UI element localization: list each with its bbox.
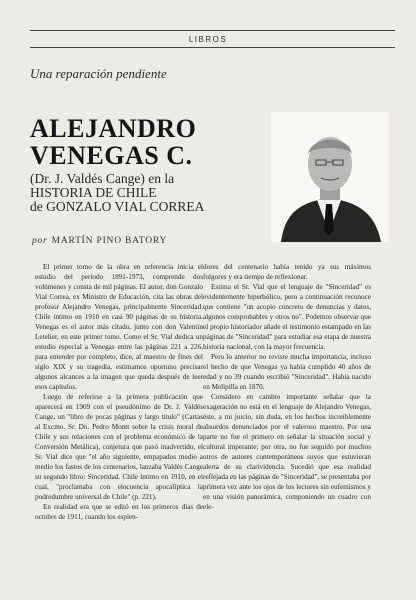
body-column-right	[203, 262, 371, 580]
header-rule	[30, 47, 395, 48]
top-rule	[30, 30, 395, 31]
section-label: LIBROS	[188, 35, 228, 44]
body-column-left	[35, 262, 203, 562]
article-title	[30, 115, 196, 169]
subtitle-line-1: (Dr. J. Valdés Cange) en la	[30, 171, 175, 186]
paragraph: Pero lo anterior no reviste mucha importancia, incluso el hecho de que Venegas ya había cumplido 40 años de edad y no 39 cuando escribió "Sinceridad". Había nacido en Melipilla en 1870.	[203, 353, 371, 391]
subtitle-line-2: HISTORIA DE CHILE	[30, 185, 157, 200]
paragraph: Luego de referirse a la primera publicación que aparecerá en 1909 con el pseudónimo de Dr. J. Valdés Cange, un "libro de pocas páginas y largo título" (Cartas al Excmo. Sr. Dn. Pedro Montt sobre la crisis moral de Chile y sus relaciones con el problema económico de la Conversión Metálica), conjetura que pasó inadvertido, el Sr. Vial dice que "el año siguiente, empapados medio a medio los fastos de los centenarios, lanzaba Valdés Cange su segundo libro: Sinceridad. Chile íntimo en 1910, en el cual, "proclamaba con elocuencia apocalíptica la podredumbre universal de Chile" (p. 221).	[35, 393, 203, 501]
byline	[32, 236, 167, 246]
article-subtitle	[30, 172, 204, 214]
paragraph: Estima el Sr. Vial que el lenguaje de "Sinceridad" es evidentemente hiperbólico, pero a continuación reconoce que contiene "un acopio concreto de denuncias y datos, algunos comprobables y otros no". Podemos observar que el propio historiador añade el testimonio estampado en las páginas de "Sinceridad" para estudiar esa etapa de nuestra historia nacional, con la mayor frecuencia.	[203, 283, 371, 351]
paragraph: Considero en cambio importante señalar que la exageración no está en el lenguaje de Alejandro Venegas, éste, a mi juicio, sin duda, en los hechos increíblemente absurdos denunciados por el valeroso maestro. Por una parte no fue el primero en señalar la situación social y cultural imperante; por otra, no fue seguido por muchos otros de autores contemporáneos suyos que estuvieran alerta de su clarividencia. Sucedió que esa realidad reflejada en las páginas de "Sinceridad", se presentaba por primera vez ante los ojos de los lectores sin eufemismos y en una visión panorámica, componiendo un cuadro con ele-	[203, 393, 371, 511]
byline-prefix: por	[32, 236, 48, 246]
portrait-illustration	[271, 112, 389, 242]
title-line-1: ALEJANDRO	[30, 114, 197, 143]
paragraph: dores del centenario había tenido ya sus máximos fulgores y era tiempo de reflexionar.	[203, 263, 371, 281]
title-line-2: VENEGAS C.	[30, 141, 193, 170]
paragraph: El primer tomo de la obra en referencia inicia el estudio del período 1891-1973, comprende dos volúmenes y consta de mil páginas. El autor, don Gonzalo Vial Correa, ex Ministro de Educación, cita las obras del profesor Alejandro Venegas, principalmente Sinceridad. Chile íntimo en 1910 en casi 90 páginas de su historia. Venegas es el autor más citado, junto con don Valentín Letelier, en este primer tomo. Como el Sr. Vial dedica un estudio especial a Venegas entre las páginas 221 a 226, para entender por completo, dice, al maestro de fines del siglo XIX y su tragedia, estimamos oportuno precisar algunos alcances a la imagen que queda después de leer esos capítulos.	[35, 263, 203, 391]
subtitle-line-3: de GONZALO VIAL CORREA	[30, 199, 205, 214]
byline-author: MARTÍN PINO BATORY	[51, 236, 168, 246]
article-kicker: Una reparación pendiente	[30, 66, 167, 81]
portrait-photo-icon	[271, 112, 389, 242]
paragraph: En realidad era que se editó en los primeros días de octubre de 1911, cuando los esplen-	[35, 503, 203, 521]
